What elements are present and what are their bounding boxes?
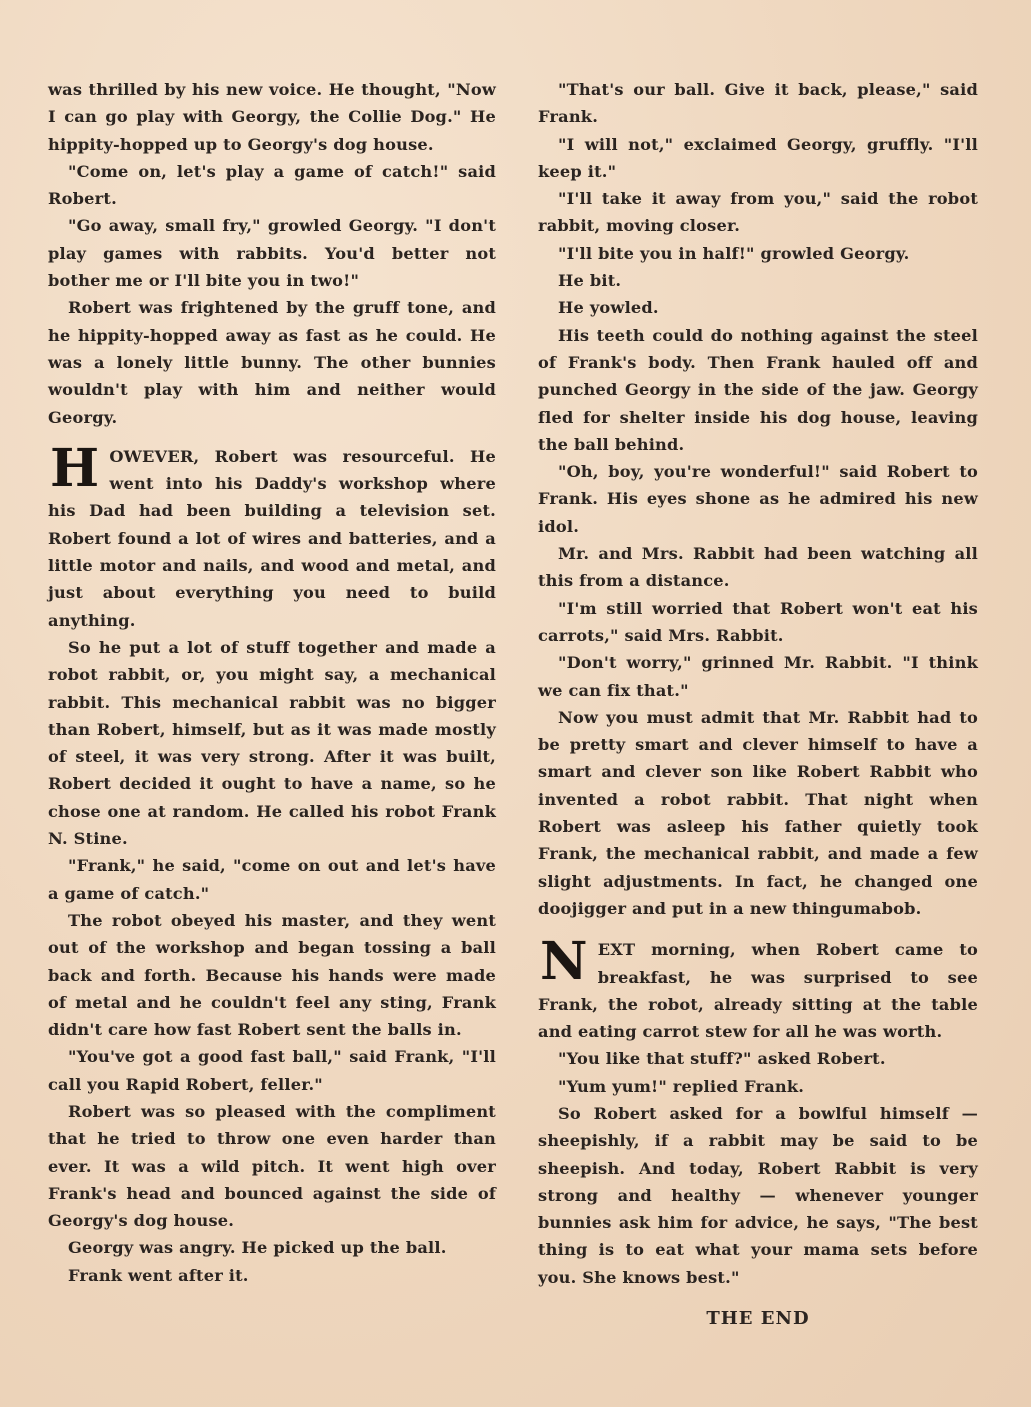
paragraph-dropcap (48, 437, 496, 634)
paragraph: The robot obeyed his master, and they went out of the workshop and began tossing a ball back and forth. Because his hands were made of metal and he couldn't feel any sting, Frank didn't care how fast Robert sent the balls in. (48, 910, 496, 1040)
left-column (48, 76, 496, 1289)
paragraph: was thrilled by his new voice. He thought, "Now I can go play with Georgy, the Collie Dog." He hippity-hopped up to Georgy's dog house. (48, 80, 496, 154)
paragraph: Frank went after it. (68, 1265, 249, 1285)
paragraph: "Frank," he said, "come on out and let's have a game of catch." (48, 856, 496, 903)
drop-cap: H (50, 437, 100, 499)
paragraph: "You like that stuff?" asked Robert. (558, 1049, 886, 1069)
paragraph: "I'm still worried that Robert won't eat his carrots," said Mrs. Rabbit. (538, 598, 978, 645)
the-end-label: THE END (706, 1308, 810, 1330)
paragraph: He yowled. (558, 298, 659, 318)
paragraph: "I'll take it away from you," said the robot rabbit, moving closer. (538, 189, 978, 236)
drop-cap: N (540, 931, 588, 993)
paragraph: "Go away, small fry," growled Georgy. "I don't play games with rabbits. You'd better not bother me or I'll bite you in two!" (48, 216, 496, 291)
paragraph-dropcap (538, 931, 978, 1045)
paragraph: "Yum yum!" replied Frank. (558, 1076, 805, 1096)
paragraph: "I will not," exclaimed Georgy, gruffly. "I'll keep it." (538, 134, 978, 181)
paragraph: Mr. and Mrs. Rabbit had been watching all this from a distance. (538, 544, 978, 591)
paragraph: "I'll bite you in half!" growled Georgy. (558, 243, 910, 263)
paragraph-text: OWEVER, Robert was resourceful. He went into his Daddy's workshop where his Dad had been building a television set. Robert found a lot of wires and batteries, and a little motor and nails, and wood and metal, and just about everything you need to build anything. (48, 446, 496, 630)
paragraph: His teeth could do nothing against the steel of Frank's body. Then Frank hauled off and punched Georgy in the side of the jaw. Georgy fled for shelter inside his dog house, leaving the ball behind. (538, 325, 978, 454)
paragraph: He bit. (558, 271, 622, 291)
paragraph-text: EXT morning, when Robert came to breakfast, he was surprised to see Frank, the robot, already sitting at the table and eating carrot stew for all he was worth. (538, 940, 978, 1042)
paragraph: "Don't worry," grinned Mr. Rabbit. "I think we can fix that." (538, 653, 978, 700)
paragraph: "Come on, let's play a game of catch!" said Robert. (48, 161, 496, 209)
paragraph: So he put a lot of stuff together and made a robot rabbit, or, you might say, a mechanical rabbit. This mechanical rabbit was no bigger than Robert, himself, but as it was made mostly of steel, it was very strong. After it was built, Robert decided it ought to have a name, so he chose one at random. He called his robot Frank N. Stine. (48, 637, 496, 849)
paragraph: Robert was frightened by the gruff tone, and he hippity-hopped away as fast as he could. He was a lonely little bunny. The other bunnies wouldn't play with him and neither would Georgy. (48, 298, 496, 427)
right-column (538, 76, 978, 1332)
paragraph: Robert was so pleased with the compliment that he tried to throw one even harder than ever. It was a wild pitch. It went high over Frank's head and bounced against the side of Georgy's dog house. (48, 1101, 496, 1231)
paragraph: "That's our ball. Give it back, please," said Frank. (538, 80, 978, 127)
paragraph: So Robert asked for a bowlful himself — sheepishly, if a rabbit may be said to be sheepish. And today, Robert Rabbit is very strong and healthy — whenever younger bunnies ask him for advice, he says, "The best thing is to eat what your mama sets before you. She knows best." (538, 1103, 978, 1287)
paragraph: "You've got a good fast ball," said Frank, "I'll call you Rapid Robert, feller." (48, 1047, 496, 1094)
paragraph: Georgy was angry. He picked up the ball. (68, 1238, 447, 1258)
paragraph: Now you must admit that Mr. Rabbit had to be pretty smart and clever himself to have a smart and clever son like Robert Rabbit who invented a robot rabbit. That night when Robert was asleep his father quietly took Frank, the mechanical rabbit, and made a few slight adjustments. In fact, he changed one doojigger and put in a new thingumabob. (538, 707, 978, 918)
paragraph: "Oh, boy, you're wonderful!" said Robert to Frank. His eyes shone as he admired his new idol. (538, 462, 978, 536)
